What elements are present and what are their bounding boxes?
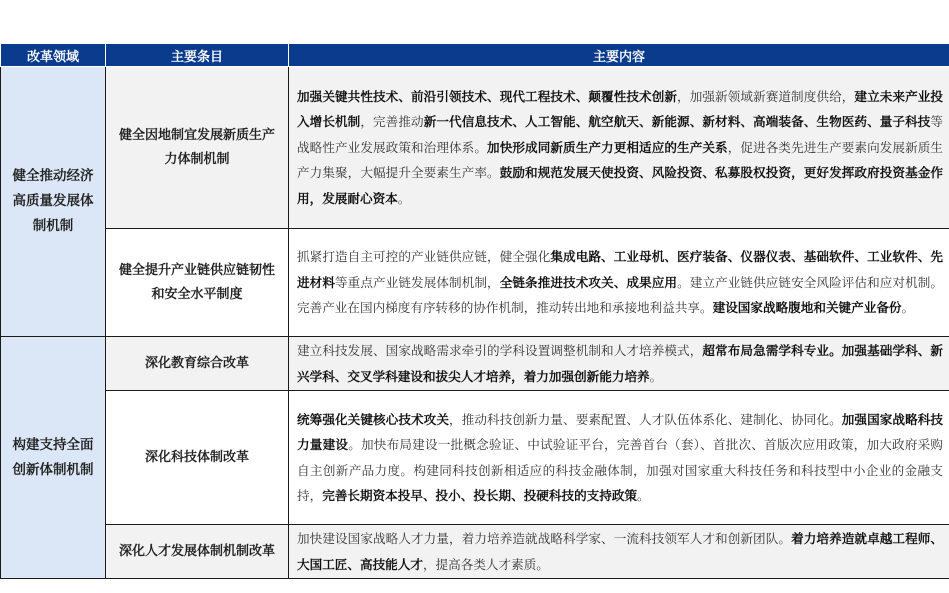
reform-area-cell: 健全推动经济高质量发展体制机制 [1, 67, 106, 337]
emphasis-text: 加强国家战略科技力量建设 [297, 411, 944, 452]
item-content [289, 67, 949, 229]
body-text: ，推动科技创新力量、要素配置、人才队伍体系化、建制化、协同化。 [449, 411, 842, 427]
item-content [289, 525, 949, 579]
header-reform-area: 改革领域 [1, 44, 106, 67]
item-title: 健全提升产业链供应链韧性和安全水平制度 [106, 229, 289, 337]
body-text: 建立科技发展、国家战略需求牵引的学科设置调整机制和人才培养模式， [297, 343, 703, 358]
emphasis-text: 加强关键共性技术、前沿引领技术、现代工程技术、颠覆性技术创新 [297, 88, 678, 104]
emphasis-text: 完善长期资本投早、投小、投长期、投硬科技的支持政策 [322, 488, 638, 503]
body-text: ，促进各类先进生产要素向发展新质生产力集聚，大幅提升全要素生产率。 [297, 139, 944, 181]
table-row [1, 229, 949, 337]
table-row [1, 391, 949, 525]
body-text: ，完善推动 [360, 114, 424, 130]
body-text: 等重点产业链发展体制机制， [335, 274, 500, 290]
table-row [1, 337, 949, 391]
reform-area-cell: 构建支持全面创新体制机制 [1, 337, 106, 579]
body-text: 。 [649, 368, 663, 384]
reform-table [0, 43, 949, 579]
header-main-item: 主要条目 [106, 44, 289, 67]
item-content [289, 337, 949, 391]
body-text: 。建立产业链供应链安全风险评估和应对机制。完善产业在国内梯度有序转移的协作机制，推动转出地和承接地利益共享。 [297, 274, 944, 316]
body-text: 抓紧打造自主可控的产业链供应链，健全强化 [297, 249, 551, 265]
emphasis-text: 加快形成同新质生产力更相适应的生产关系 [487, 139, 728, 155]
emphasis-text: 超常布局急需学科专业。加强基础学科、新兴学科、交叉学科建设和拔尖人才培养，着力加强创新能力培养 [297, 343, 944, 384]
table-row [1, 67, 949, 229]
header-main-content: 主要内容 [289, 44, 949, 67]
emphasis-text: 统筹强化关键核心技术攻关 [297, 411, 450, 427]
body-text: 。 [901, 300, 915, 316]
table-row [1, 525, 949, 579]
emphasis-text: 鼓励和规范发展天使投资、风险投资、私募股权投资，更好发挥政府投资基金作用，发展耐心资本 [297, 165, 944, 206]
item-content [289, 229, 949, 337]
item-title: 健全因地制宜发展新质生产力体制机制 [106, 67, 289, 229]
body-text: 。 [397, 190, 411, 206]
emphasis-text: 着力培养造就卓越工程师、大国工匠、高技能人才 [297, 531, 944, 572]
header-row [1, 44, 949, 67]
item-content [289, 391, 949, 525]
emphasis-text: 建立未来产业投入增长机制 [297, 88, 944, 130]
emphasis-text: 新一代信息技术、人工智能、航空航天、新能源、新材料、高端装备、生物医药、量子科技 [423, 114, 931, 130]
body-text: 等战略性产业发展政策和治理体系。 [297, 114, 944, 155]
emphasis-text: 集成电路、工业母机、医疗装备、仪器仪表、基础软件、工业软件、先进材料 [297, 249, 944, 290]
body-text: 。 [637, 488, 650, 503]
item-title: 深化科技体制改革 [106, 391, 289, 525]
body-text: ，提高各类人才素质。 [422, 556, 549, 572]
emphasis-text: 全链条推进技术攻关、成果应用 [499, 274, 678, 290]
body-text: 加快建设国家战略人才力量，着力培养造就战略科学家、一流科技领军人才和创新团队。 [297, 531, 792, 546]
body-text: 。加快布局建设一批概念验证、中试验证平台，完善首台（套）、首批次、首版次应用政策，加大政府采购自主创新产品力度。构建同科技创新相适应的科技金融体制，加强对国家重大科技任务和科技型中小企业的金融支持， [297, 437, 944, 503]
item-title: 深化人才发展体制机制改革 [106, 525, 289, 579]
body-text: ，加强新领域新赛道制度供给， [677, 88, 855, 104]
item-title: 深化教育综合改革 [106, 337, 289, 391]
emphasis-text: 建设国家战略腹地和关键产业备份 [712, 300, 902, 316]
